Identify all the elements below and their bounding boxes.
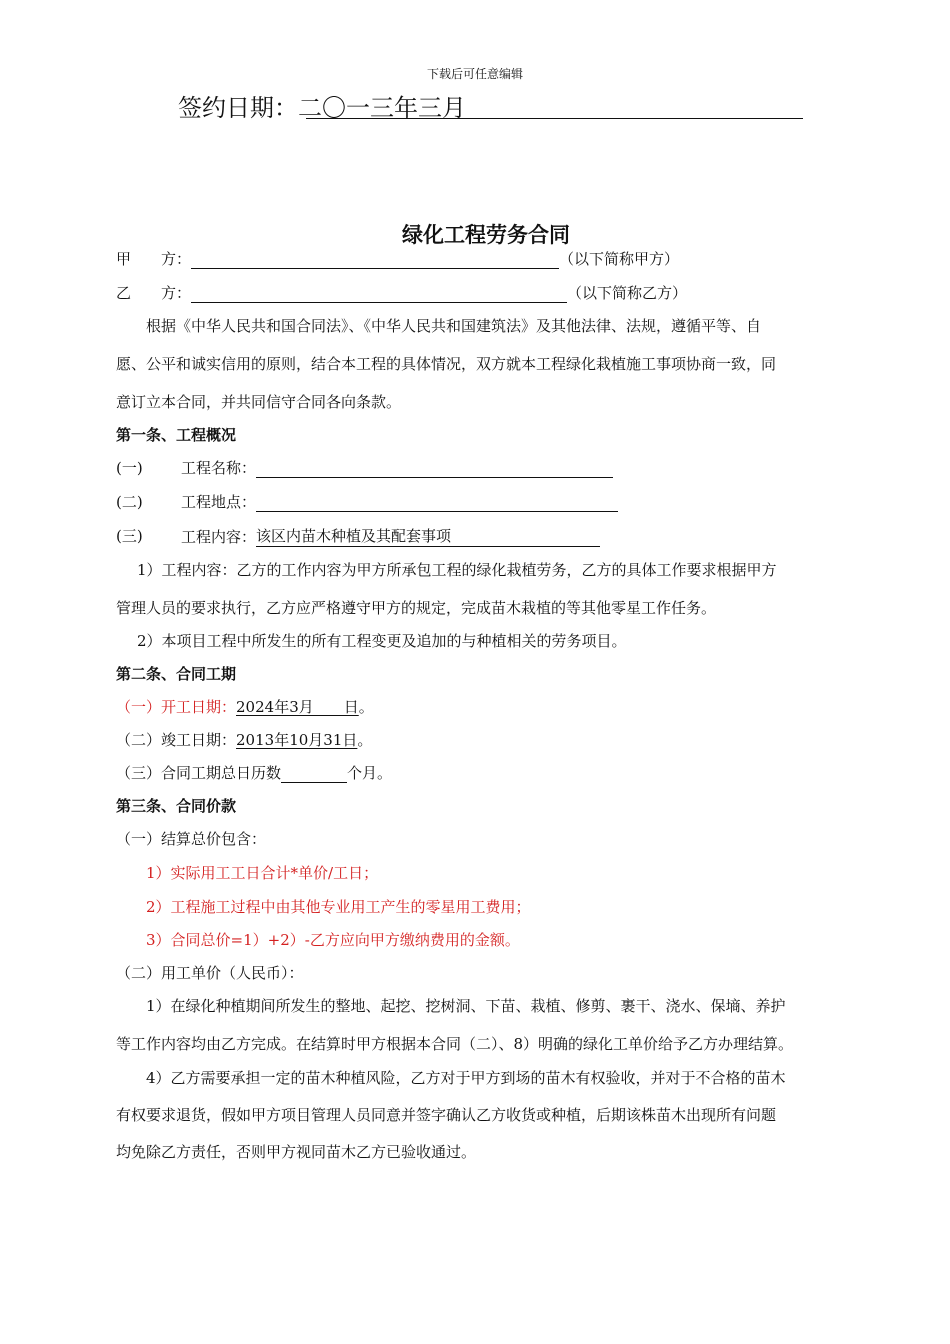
settlement-item-2: 2）工程施工过程中由其他专业用工产生的零星用工费用； (146, 898, 531, 916)
total-duration-suffix: 个月。 (347, 764, 393, 782)
project-content-label: 工程内容： (181, 528, 257, 546)
project-name-field (181, 458, 613, 478)
unit-price-line-1: 1）在绿化种植期间所发生的整地、起挖、挖树洞、下苗、栽植、修剪、裹干、浇水、保墒、养护 (146, 997, 786, 1015)
start-date-row (116, 697, 374, 717)
article-3-heading: 第三条、合同价款 (116, 797, 237, 815)
party-a-label: 甲 方： (116, 250, 192, 268)
project-location-blank[interactable] (256, 511, 618, 512)
project-name-number: (一) (116, 459, 143, 477)
signing-date-value: 二〇一三年三月 (298, 94, 466, 122)
settlement-total-heading: （一）结算总价包含： (116, 830, 267, 848)
signing-date-label: 签约日期： (178, 94, 298, 122)
project-content-value: 该区内苗木种植及其配套事项 (256, 526, 600, 547)
work-scope-item-2: 2）本项目工程中所发生的所有工程变更及追加的与种植相关的劳务项目。 (137, 632, 627, 650)
page-header-note: 下载后可任意编辑 (426, 67, 523, 81)
unit-price-line-2: 等工作内容均由乙方完成。在结算时甲方根据本合同（二）、8）明确的绿化工单价给予乙方办理结算。 (116, 1035, 794, 1053)
preamble-line-2: 愿、公平和诚实信用的原则，结合本工程的具体情况，双方就本工程绿化栽植施工事项协商一致，同 (116, 355, 777, 373)
party-b-blank[interactable] (191, 302, 567, 303)
party-b-line (116, 283, 687, 303)
project-location-number: (二) (116, 493, 143, 511)
signing-date-underline (306, 118, 803, 119)
party-a-line (116, 249, 679, 269)
start-date-period: 。 (358, 698, 374, 716)
end-date-period: 。 (357, 731, 373, 749)
risk-clause-line-2: 有权要求退货，假如甲方项目管理人员同意并签字确认乙方收货或种植，后期该株苗木出现所有问题 (116, 1106, 777, 1124)
party-a-blank[interactable] (191, 268, 559, 269)
settlement-item-3: 3）合同总价=1）+2）-乙方应向甲方缴纳费用的金额。 (146, 931, 520, 949)
party-b-label: 乙 方： (116, 284, 192, 302)
total-duration-row (116, 763, 392, 783)
end-date-row (116, 730, 372, 750)
signing-date (178, 92, 466, 124)
party-b-suffix: （以下简称乙方） (567, 284, 688, 302)
project-location-label: 工程地点： (181, 493, 257, 511)
article-1-heading: 第一条、工程概况 (116, 426, 237, 444)
project-location-field (181, 492, 618, 512)
party-a-suffix: （以下简称甲方） (559, 250, 680, 268)
document-title: 绿化工程劳务合同 (402, 222, 570, 247)
risk-clause-line-3: 均免除乙方责任，否则甲方视同苗木乙方已验收通过。 (116, 1143, 477, 1161)
project-content-row (116, 526, 143, 546)
project-name-blank[interactable] (256, 477, 613, 478)
project-content-field (181, 526, 600, 547)
work-scope-line-2: 管理人员的要求执行，乙方应严格遵守甲方的规定，完成苗木栽植的等其他零星工作任务。 (116, 599, 717, 617)
project-location-row (116, 492, 143, 512)
project-content-number: (三) (116, 527, 143, 545)
project-name-label: 工程名称： (181, 459, 257, 477)
preamble-line-1: 根据《中华人民共和国合同法》、《中华人民共和国建筑法》及其他法律、法规，遵循平等、自 (146, 317, 762, 335)
project-name-row (116, 458, 143, 478)
work-scope-line-1: 1）工程内容：乙方的工作内容为甲方所承包工程的绿化栽植劳务，乙方的具体工作要求根据甲方 (137, 561, 777, 579)
preamble-line-3: 意订立本合同，并共同信守合同各向条款。 (116, 393, 402, 411)
total-duration-blank[interactable] (281, 782, 347, 783)
article-2-heading: 第二条、合同工期 (116, 665, 237, 683)
total-duration-label: （三）合同工期总日历数 (116, 764, 282, 782)
unit-price-heading: （二）用工单价（人民币）： (116, 964, 304, 982)
settlement-item-1: 1）实际用工工日合计*单价/工日； (146, 864, 379, 882)
end-date-label: （二）竣工日期： (116, 731, 237, 749)
end-date-value: 2013年10月31日 (236, 731, 358, 749)
start-date-value: 2024年3月 日 (236, 698, 359, 716)
start-date-label: （一）开工日期： (116, 698, 237, 716)
risk-clause-line-1: 4）乙方需要承担一定的苗木种植风险，乙方对于甲方到场的苗木有权验收，并对于不合格的苗木 (146, 1069, 786, 1087)
